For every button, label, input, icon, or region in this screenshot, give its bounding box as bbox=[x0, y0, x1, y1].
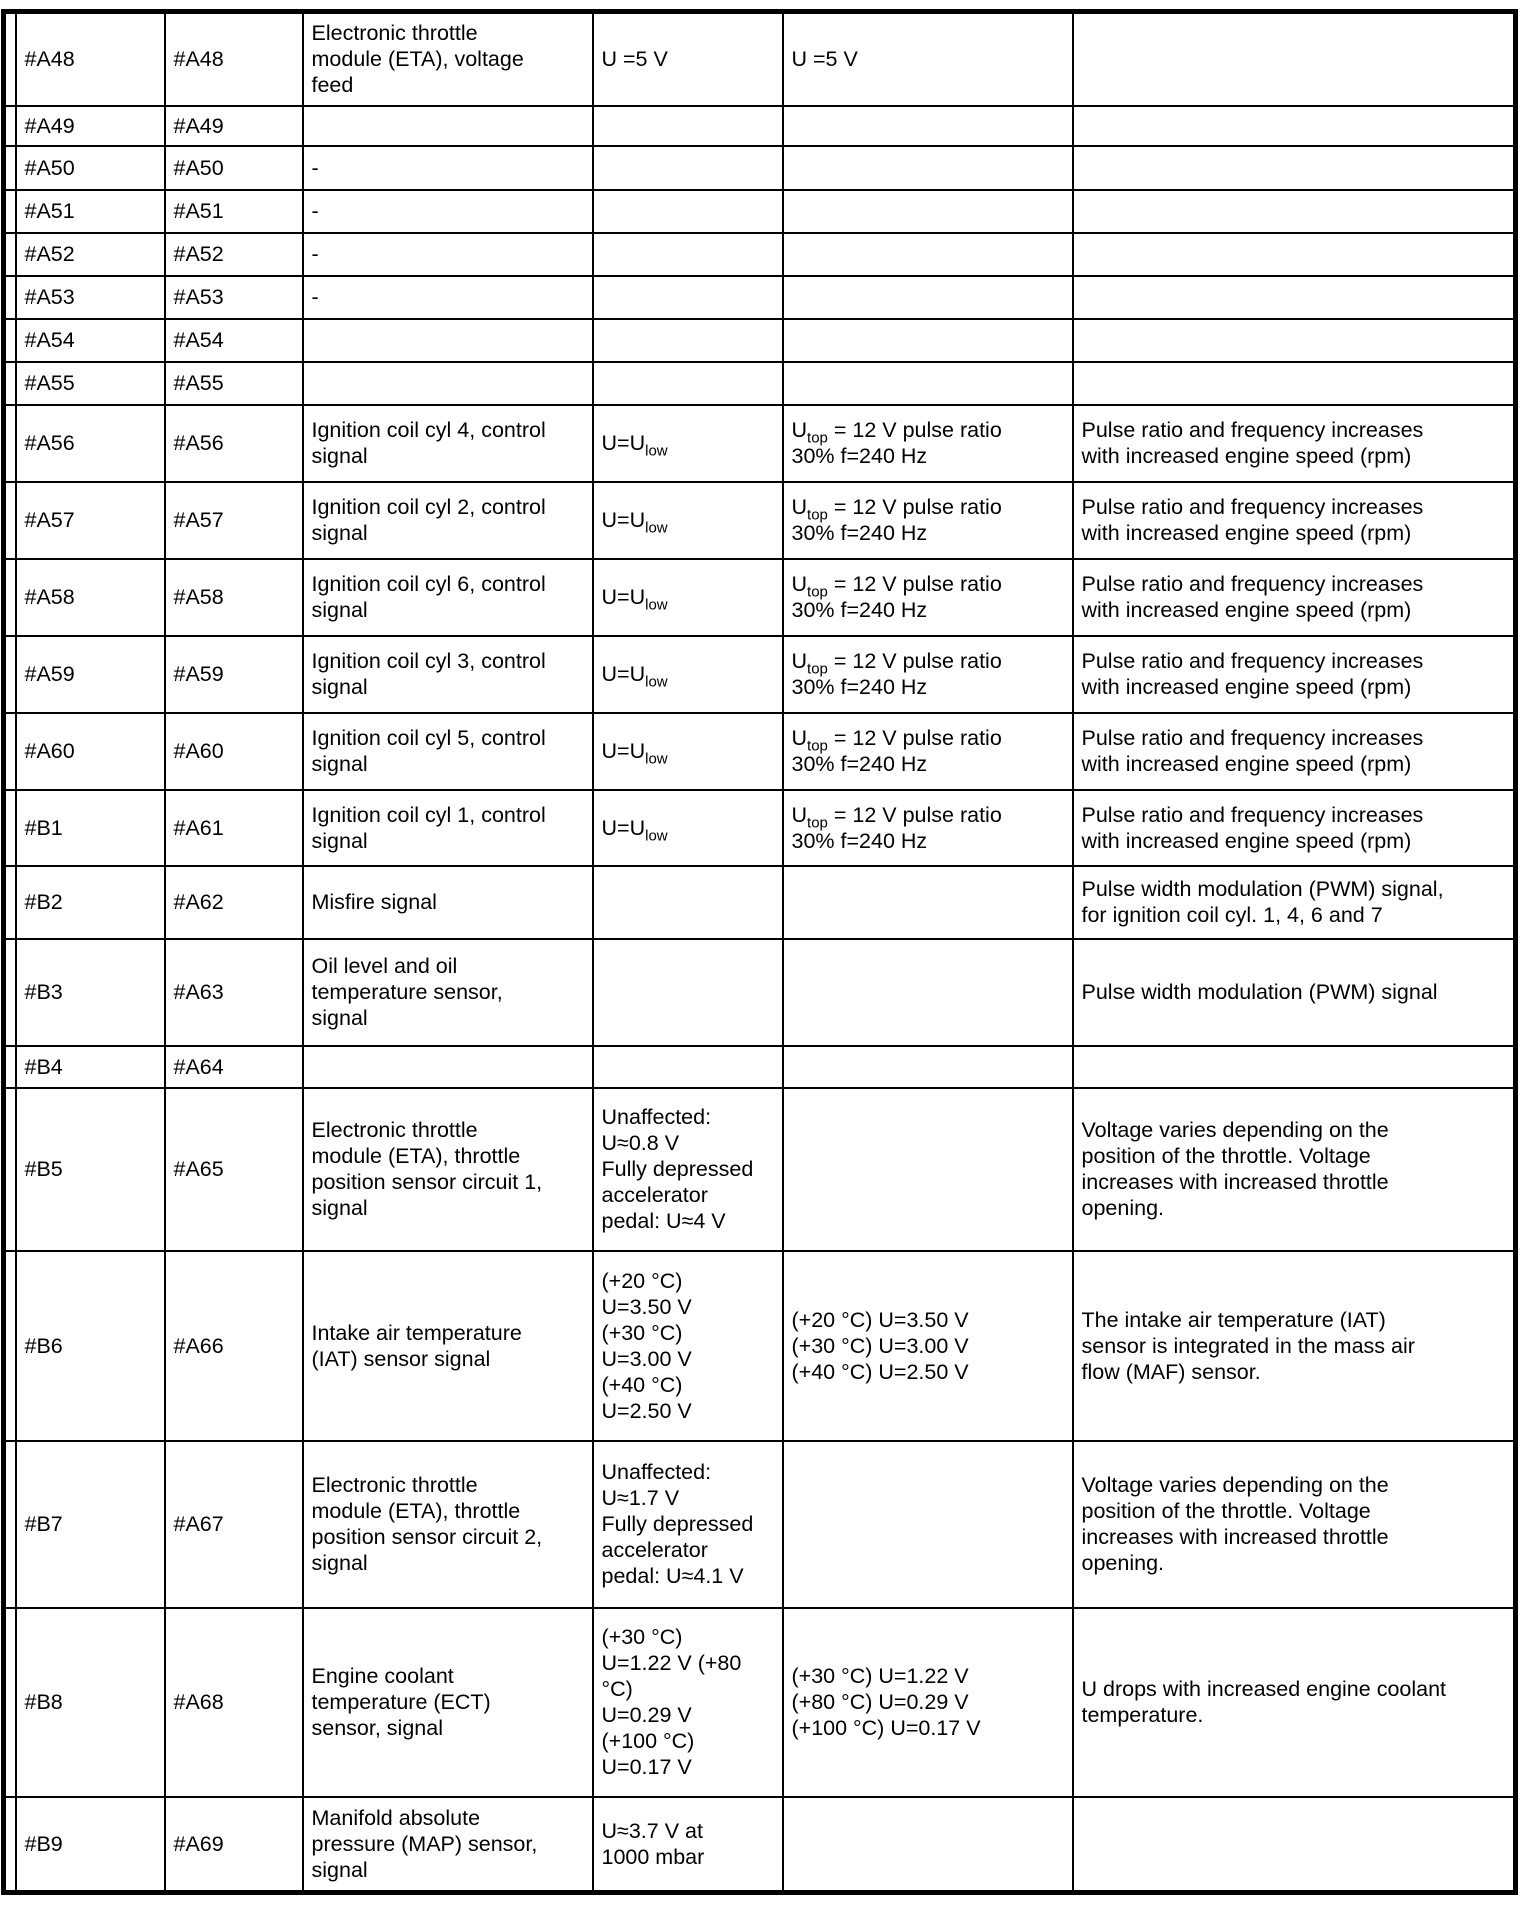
signal-value-cell-2: $U_{top} = 12$ V pulse ratio 30% f=240 Hz bbox=[783, 636, 1073, 713]
pin-col1-cell: #A57 bbox=[16, 482, 165, 559]
table-row bbox=[4, 1251, 1516, 1441]
pin-col1-cell: #A48 bbox=[16, 12, 165, 106]
pin-col2-cell: #A51 bbox=[165, 190, 303, 233]
pin-col2-cell: #A53 bbox=[165, 276, 303, 319]
notes-cell bbox=[1073, 1046, 1516, 1088]
pin-col1-cell: #B7 bbox=[16, 1441, 165, 1608]
pin-col2-cell: #A55 bbox=[165, 362, 303, 405]
pin-col1-cell: #B1 bbox=[16, 790, 165, 866]
pin-col2-cell: #A58 bbox=[165, 559, 303, 636]
table-row bbox=[4, 146, 1516, 190]
description-cell: Ignition coil cyl 6, control signal bbox=[303, 559, 593, 636]
margin-cell bbox=[4, 939, 16, 1046]
signal-value-cell-2 bbox=[783, 866, 1073, 939]
signal-value-cell-2: $U_{top} = 12$ V pulse ratio 30% f=240 Hz bbox=[783, 405, 1073, 482]
pin-col2-cell: #A69 bbox=[165, 1797, 303, 1893]
signal-value-cell-1: $U=U_{low}$ bbox=[593, 636, 783, 713]
signal-value-cell-1: (+30 °C) U=1.22 V (+80 °C) U=0.29 V (+100 °C) U=0.17 V bbox=[593, 1608, 783, 1797]
pin-col2-cell: #A67 bbox=[165, 1441, 303, 1608]
table-row bbox=[4, 190, 1516, 233]
notes-cell: Pulse ratio and frequency increases with increased engine speed (rpm) bbox=[1073, 790, 1516, 866]
pin-col1-cell: #B5 bbox=[16, 1088, 165, 1251]
pin-col1-cell: #B9 bbox=[16, 1797, 165, 1893]
pin-col2-cell: #A64 bbox=[165, 1046, 303, 1088]
margin-cell bbox=[4, 1441, 16, 1608]
table-row bbox=[4, 790, 1516, 866]
signal-value-cell-2 bbox=[783, 190, 1073, 233]
signal-value-cell-1: Unaffected: U≈1.7 V Fully depressed accelerator pedal: U≈4.1 V bbox=[593, 1441, 783, 1608]
table-row bbox=[4, 233, 1516, 276]
description-cell: Oil level and oil temperature sensor, signal bbox=[303, 939, 593, 1046]
signal-value-cell-2 bbox=[783, 319, 1073, 362]
notes-cell: U drops with increased engine coolant temperature. bbox=[1073, 1608, 1516, 1797]
notes-cell bbox=[1073, 319, 1516, 362]
pin-signal-table bbox=[1, 9, 1518, 1895]
pin-col1-cell: #A50 bbox=[16, 146, 165, 190]
table-row bbox=[4, 1797, 1516, 1893]
signal-value-cell-1 bbox=[593, 276, 783, 319]
description-cell: - bbox=[303, 276, 593, 319]
signal-value-cell-1 bbox=[593, 939, 783, 1046]
signal-value-cell-1: Unaffected: U≈0.8 V Fully depressed accelerator pedal: U≈4 V bbox=[593, 1088, 783, 1251]
pin-col1-cell: #A59 bbox=[16, 636, 165, 713]
signal-value-cell-1 bbox=[593, 233, 783, 276]
margin-cell bbox=[4, 866, 16, 939]
signal-value-cell-1 bbox=[593, 190, 783, 233]
margin-cell bbox=[4, 482, 16, 559]
pin-col1-cell: #A54 bbox=[16, 319, 165, 362]
notes-cell bbox=[1073, 190, 1516, 233]
margin-cell bbox=[4, 713, 16, 790]
description-cell bbox=[303, 319, 593, 362]
margin-cell bbox=[4, 319, 16, 362]
notes-cell: Voltage varies depending on the position of the throttle. Voltage increases with increased throttle opening. bbox=[1073, 1441, 1516, 1608]
notes-cell bbox=[1073, 12, 1516, 106]
signal-value-cell-1 bbox=[593, 1046, 783, 1088]
description-cell: Electronic throttle module (ETA), throttle position sensor circuit 2, signal bbox=[303, 1441, 593, 1608]
pin-col2-cell: #A48 bbox=[165, 12, 303, 106]
pin-col2-cell: #A52 bbox=[165, 233, 303, 276]
description-cell bbox=[303, 106, 593, 146]
margin-cell bbox=[4, 362, 16, 405]
signal-value-cell-2 bbox=[783, 276, 1073, 319]
pin-col1-cell: #B6 bbox=[16, 1251, 165, 1441]
description-cell: Ignition coil cyl 4, control signal bbox=[303, 405, 593, 482]
margin-cell bbox=[4, 233, 16, 276]
description-cell: Misfire signal bbox=[303, 866, 593, 939]
pin-col1-cell: #A55 bbox=[16, 362, 165, 405]
pin-col2-cell: #A65 bbox=[165, 1088, 303, 1251]
notes-cell: Pulse ratio and frequency increases with increased engine speed (rpm) bbox=[1073, 405, 1516, 482]
pin-col1-cell: #B2 bbox=[16, 866, 165, 939]
notes-cell: Pulse ratio and frequency increases with increased engine speed (rpm) bbox=[1073, 713, 1516, 790]
margin-cell bbox=[4, 559, 16, 636]
margin-cell bbox=[4, 1046, 16, 1088]
signal-value-cell-1: $U=U_{low}$ bbox=[593, 482, 783, 559]
description-cell: Manifold absolute pressure (MAP) sensor, signal bbox=[303, 1797, 593, 1893]
description-cell: Ignition coil cyl 5, control signal bbox=[303, 713, 593, 790]
description-cell: Electronic throttle module (ETA), throttle position sensor circuit 1, signal bbox=[303, 1088, 593, 1251]
margin-cell bbox=[4, 636, 16, 713]
description-cell: Intake air temperature (IAT) sensor signal bbox=[303, 1251, 593, 1441]
signal-value-cell-1: $U=U_{low}$ bbox=[593, 559, 783, 636]
notes-cell bbox=[1073, 233, 1516, 276]
pin-col1-cell: #A51 bbox=[16, 190, 165, 233]
notes-cell bbox=[1073, 106, 1516, 146]
margin-cell bbox=[4, 1797, 16, 1893]
margin-cell bbox=[4, 1608, 16, 1797]
pin-col2-cell: #A50 bbox=[165, 146, 303, 190]
description-cell: Electronic throttle module (ETA), voltage feed bbox=[303, 12, 593, 106]
pin-col2-cell: #A57 bbox=[165, 482, 303, 559]
pin-col2-cell: #A54 bbox=[165, 319, 303, 362]
table-row bbox=[4, 713, 1516, 790]
signal-value-cell-2 bbox=[783, 1797, 1073, 1893]
margin-cell bbox=[4, 106, 16, 146]
pin-col1-cell: #A49 bbox=[16, 106, 165, 146]
signal-value-cell-2: $U_{top} = 12$ V pulse ratio 30% f=240 Hz bbox=[783, 482, 1073, 559]
signal-value-cell-1: $U=U_{low}$ bbox=[593, 790, 783, 866]
description-cell: Engine coolant temperature (ECT) sensor, signal bbox=[303, 1608, 593, 1797]
signal-value-cell-1: U≈3.7 V at 1000 mbar bbox=[593, 1797, 783, 1893]
signal-value-cell-1 bbox=[593, 146, 783, 190]
margin-cell bbox=[4, 1251, 16, 1441]
pin-col1-cell: #A52 bbox=[16, 233, 165, 276]
table-row bbox=[4, 1441, 1516, 1608]
table-row bbox=[4, 559, 1516, 636]
pin-col1-cell: #A60 bbox=[16, 713, 165, 790]
signal-value-cell-2: (+30 °C) U=1.22 V (+80 °C) U=0.29 V (+100 °C) U=0.17 V bbox=[783, 1608, 1073, 1797]
pin-col1-cell: #B4 bbox=[16, 1046, 165, 1088]
notes-cell bbox=[1073, 276, 1516, 319]
description-cell bbox=[303, 362, 593, 405]
pin-col2-cell: #A63 bbox=[165, 939, 303, 1046]
table-row bbox=[4, 362, 1516, 405]
margin-cell bbox=[4, 12, 16, 106]
notes-cell: Pulse ratio and frequency increases with increased engine speed (rpm) bbox=[1073, 636, 1516, 713]
description-cell: Ignition coil cyl 3, control signal bbox=[303, 636, 593, 713]
pin-col2-cell: #A66 bbox=[165, 1251, 303, 1441]
table-row bbox=[4, 1088, 1516, 1251]
signal-value-cell-1 bbox=[593, 866, 783, 939]
signal-value-cell-1: (+20 °C) U=3.50 V (+30 °C) U=3.00 V (+40 °C) U=2.50 V bbox=[593, 1251, 783, 1441]
pin-col1-cell: #A58 bbox=[16, 559, 165, 636]
table-row bbox=[4, 12, 1516, 106]
table-row bbox=[4, 1046, 1516, 1088]
notes-cell: The intake air temperature (IAT) sensor is integrated in the mass air flow (MAF) sensor. bbox=[1073, 1251, 1516, 1441]
notes-cell: Pulse width modulation (PWM) signal, for ignition coil cyl. 1, 4, 6 and 7 bbox=[1073, 866, 1516, 939]
table-row bbox=[4, 106, 1516, 146]
margin-cell bbox=[4, 146, 16, 190]
notes-cell: Pulse ratio and frequency increases with increased engine speed (rpm) bbox=[1073, 482, 1516, 559]
signal-value-cell-2 bbox=[783, 362, 1073, 405]
signal-value-cell-1 bbox=[593, 362, 783, 405]
table-row bbox=[4, 405, 1516, 482]
notes-cell: Pulse ratio and frequency increases with increased engine speed (rpm) bbox=[1073, 559, 1516, 636]
signal-value-cell-2 bbox=[783, 1088, 1073, 1251]
signal-value-cell-2 bbox=[783, 106, 1073, 146]
pin-col1-cell: #A56 bbox=[16, 405, 165, 482]
margin-cell bbox=[4, 276, 16, 319]
margin-cell bbox=[4, 790, 16, 866]
signal-value-cell-2 bbox=[783, 1046, 1073, 1088]
description-cell: - bbox=[303, 233, 593, 276]
signal-value-cell-2: (+20 °C) U=3.50 V (+30 °C) U=3.00 V (+40 °C) U=2.50 V bbox=[783, 1251, 1073, 1441]
notes-cell bbox=[1073, 362, 1516, 405]
notes-cell bbox=[1073, 146, 1516, 190]
table-row bbox=[4, 866, 1516, 939]
pin-col2-cell: #A49 bbox=[165, 106, 303, 146]
notes-cell: Pulse width modulation (PWM) signal bbox=[1073, 939, 1516, 1046]
signal-value-cell-1: $U=U_{low}$ bbox=[593, 405, 783, 482]
signal-value-cell-2 bbox=[783, 146, 1073, 190]
description-cell: Ignition coil cyl 1, control signal bbox=[303, 790, 593, 866]
table-row bbox=[4, 1608, 1516, 1797]
signal-value-cell-1: $U=U_{low}$ bbox=[593, 713, 783, 790]
margin-cell bbox=[4, 405, 16, 482]
description-cell: - bbox=[303, 146, 593, 190]
signal-value-cell-2: $U_{top} = 12$ V pulse ratio 30% f=240 Hz bbox=[783, 559, 1073, 636]
pin-col1-cell: #B3 bbox=[16, 939, 165, 1046]
notes-cell bbox=[1073, 1797, 1516, 1893]
pin-col2-cell: #A61 bbox=[165, 790, 303, 866]
signal-value-cell-2: $U_{top} = 12$ V pulse ratio 30% f=240 Hz bbox=[783, 713, 1073, 790]
table-row bbox=[4, 482, 1516, 559]
description-cell bbox=[303, 1046, 593, 1088]
signal-value-cell-2: U =5 V bbox=[783, 12, 1073, 106]
margin-cell bbox=[4, 190, 16, 233]
pin-col1-cell: #A53 bbox=[16, 276, 165, 319]
pin-col2-cell: #A59 bbox=[165, 636, 303, 713]
description-cell: - bbox=[303, 190, 593, 233]
pin-col2-cell: #A68 bbox=[165, 1608, 303, 1797]
signal-value-cell-2 bbox=[783, 233, 1073, 276]
table-row bbox=[4, 276, 1516, 319]
description-cell: Ignition coil cyl 2, control signal bbox=[303, 482, 593, 559]
signal-value-cell-1 bbox=[593, 106, 783, 146]
signal-value-cell-1 bbox=[593, 319, 783, 362]
signal-value-cell-2 bbox=[783, 1441, 1073, 1608]
pin-col2-cell: #A56 bbox=[165, 405, 303, 482]
signal-value-cell-1: U =5 V bbox=[593, 12, 783, 106]
margin-cell bbox=[4, 1088, 16, 1251]
signal-value-cell-2: $U_{top} = 12$ V pulse ratio 30% f=240 Hz bbox=[783, 790, 1073, 866]
pin-col1-cell: #B8 bbox=[16, 1608, 165, 1797]
notes-cell: Voltage varies depending on the position of the throttle. Voltage increases with increased throttle opening. bbox=[1073, 1088, 1516, 1251]
table-row bbox=[4, 319, 1516, 362]
pin-col2-cell: #A60 bbox=[165, 713, 303, 790]
pin-col2-cell: #A62 bbox=[165, 866, 303, 939]
table-row bbox=[4, 939, 1516, 1046]
table-row bbox=[4, 636, 1516, 713]
signal-value-cell-2 bbox=[783, 939, 1073, 1046]
